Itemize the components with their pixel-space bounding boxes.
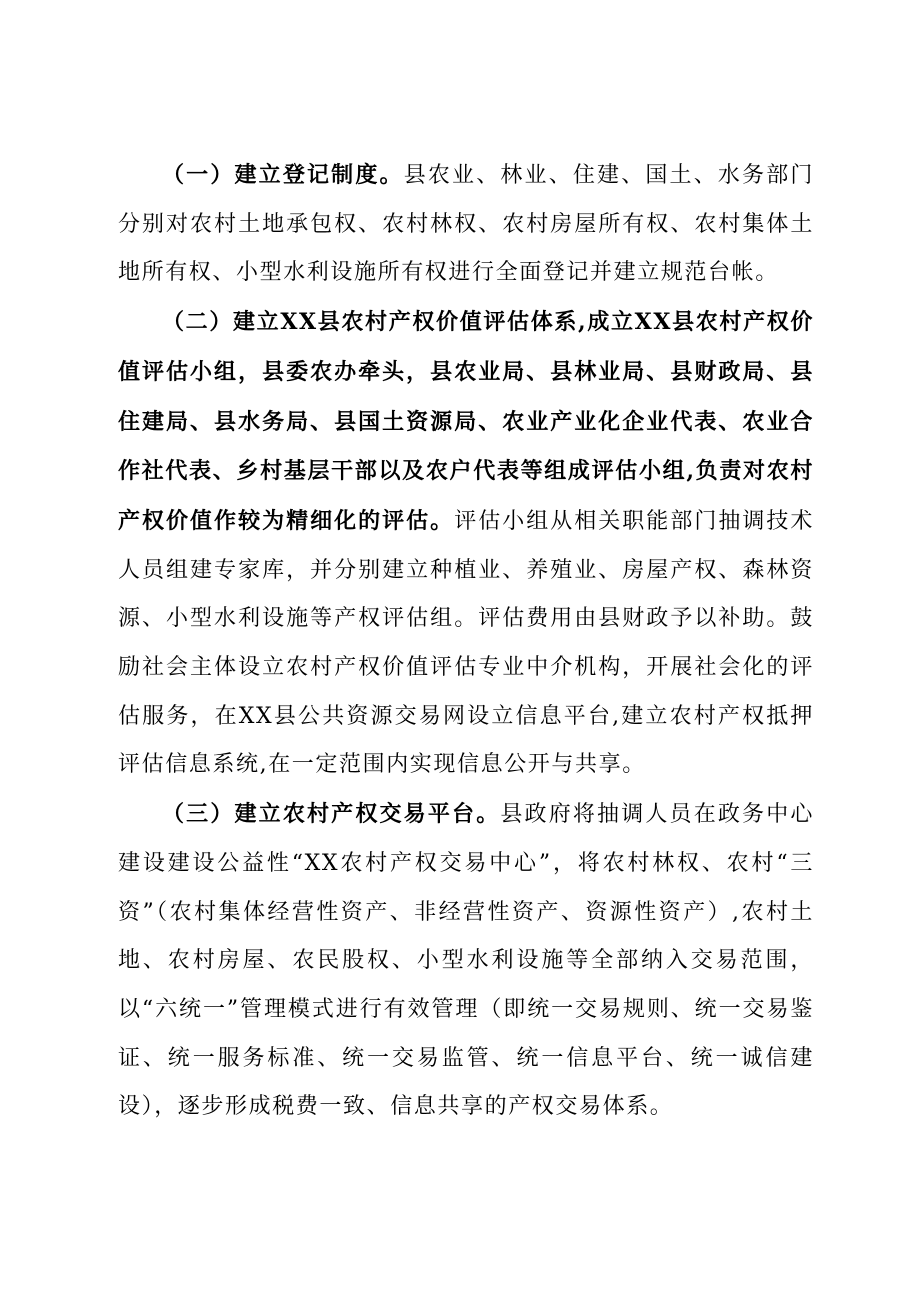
- paragraph-heading: （二）建立XX县农村产权价值评估体系,成立XX县农村产权价值评估小组，县委农办牵头，县农业局、县林业局、县财政局、县住建局、县水务局、县国土资源局、农业产业化企业代表、农业合作社代表、乡村基层干部以及农户代表等组成评估小组,负责对农村产权价值作较为精细化的评估。: [118, 309, 814, 534]
- document-body: [118, 151, 814, 1132]
- paragraph-text: 县农业、林业、住建、国土、水务部门分别对农村土地承包权、农村林权、农村房屋所有权、农村集体土地所有权、小型水利设施所有权进行全面登记并建立规范台帐。: [118, 163, 814, 286]
- paragraph-trading-platform: [118, 790, 814, 1132]
- paragraph-registration-system: [118, 151, 814, 298]
- paragraph-valuation-system: [118, 298, 814, 790]
- paragraph-heading: （三）建立农村产权交易平台。: [162, 801, 501, 828]
- paragraph-heading: （一）建立登记制度。: [162, 162, 404, 188]
- paragraph-text: 评估小组从相关职能部门抽调技术人员组建专家库，并分别建立种植业、养殖业、房屋产权、森林资源、小型水利设施等产权评估组。评估费用由县财政予以补助。鼓励社会主体设立农村产权价值评估专业中介机构，开展社会化的评估服务，在XX县公共资源交易网设立信息平台,建立农村产权抵押评估信息系统,在一定范围内实现信息公开与共享。: [118, 508, 814, 778]
- paragraph-text: 县政府将抽调人员在政务中心建设建设公益性“XX农村产权交易中心”，将农村林权、农村“三资”（农村集体经营性资产、非经营性资产、资源性资产）,农村土地、农村房屋、农民股权、小型水利设施等全部纳入交易范围，以“六统一”管理模式进行有效管理（即统一交易规则、统一交易鉴证、统一服务标准、统一交易监管、统一信息平台、统一诚信建设），逐步形成税费一致、信息共享的产权交易体系。: [118, 802, 814, 1120]
